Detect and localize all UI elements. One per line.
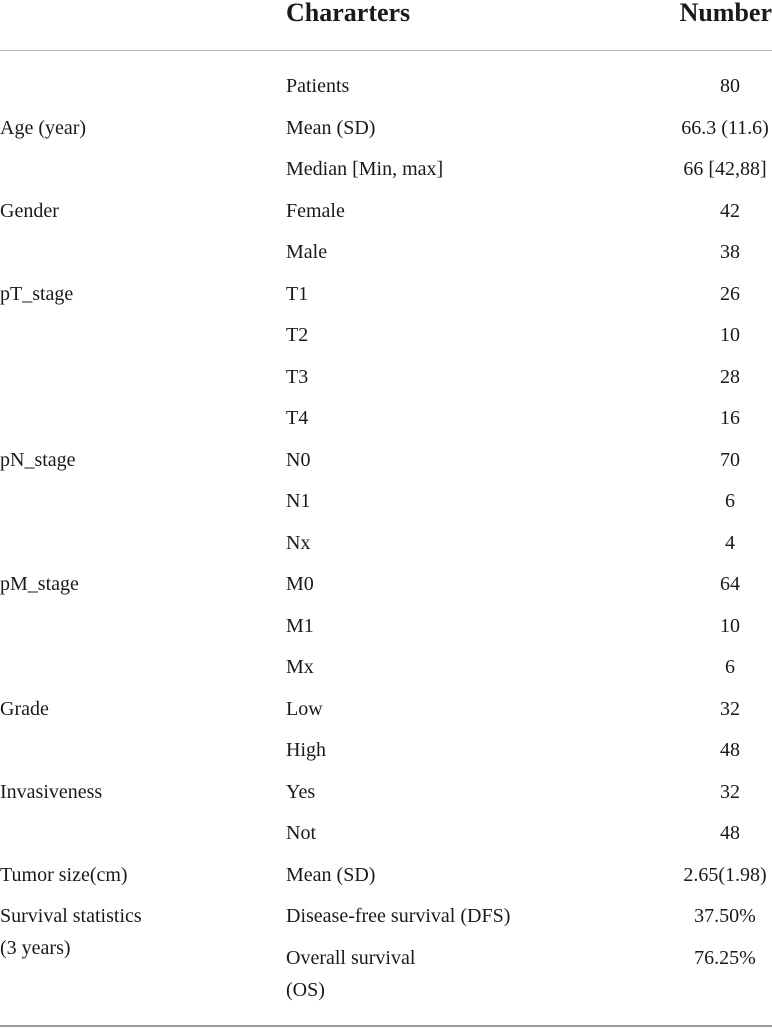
row-character: Mean (SD) xyxy=(286,117,376,139)
row-character: N0 xyxy=(286,449,311,471)
row-character: Patients xyxy=(286,75,350,97)
row-character: Low xyxy=(286,698,323,720)
row-variable: Invasiveness xyxy=(0,781,103,803)
row-variable: (3 years) xyxy=(0,937,71,959)
header-number: Number xyxy=(679,0,772,27)
bottom-rule xyxy=(0,1025,772,1027)
row-number: 4 xyxy=(725,532,735,554)
row-number: 70 xyxy=(720,449,740,471)
row-number: 64 xyxy=(720,573,740,595)
row-number: 48 xyxy=(720,822,740,844)
row-character: Median [Min, max] xyxy=(286,158,444,180)
row-character: Nx xyxy=(286,532,311,554)
table-header xyxy=(0,0,772,50)
row-character: Mean (SD) xyxy=(286,864,376,886)
row-number: 42 xyxy=(720,200,740,222)
row-number: 10 xyxy=(720,324,740,346)
header-rule xyxy=(0,50,772,51)
row-character: Mx xyxy=(286,656,314,678)
row-number: 26 xyxy=(720,283,740,305)
row-character: M1 xyxy=(286,615,314,637)
row-number: 48 xyxy=(720,739,740,761)
row-variable: Grade xyxy=(0,698,49,720)
row-character: T1 xyxy=(286,283,309,305)
row-number: 76.25% xyxy=(694,947,756,969)
row-variable: Survival statistics xyxy=(0,905,142,927)
row-character: Yes xyxy=(286,781,316,803)
row-number: 32 xyxy=(720,698,740,720)
row-character: T2 xyxy=(286,324,309,346)
row-number: 38 xyxy=(720,241,740,263)
row-character: High xyxy=(286,739,326,761)
header-characters: Chararters xyxy=(286,0,411,27)
row-character: (OS) xyxy=(286,979,325,1001)
row-variable: pT_stage xyxy=(0,283,74,305)
row-number: 32 xyxy=(720,781,740,803)
row-character: N1 xyxy=(286,490,311,512)
row-character: Male xyxy=(286,241,328,263)
row-variable: Age (year) xyxy=(0,117,87,139)
row-character: Overall survival xyxy=(286,947,416,969)
row-number: 37.50% xyxy=(694,905,756,927)
row-number: 16 xyxy=(720,407,740,429)
row-number: 2.65(1.98) xyxy=(683,864,767,886)
row-variable: Gender xyxy=(0,200,59,222)
row-character: Not xyxy=(286,822,316,844)
row-number: 66.3 (11.6) xyxy=(681,117,769,139)
row-variable: Tumor size(cm) xyxy=(0,864,128,886)
row-number: 10 xyxy=(720,615,740,637)
row-character: T3 xyxy=(286,366,309,388)
row-character: M0 xyxy=(286,573,314,595)
row-character: Female xyxy=(286,200,345,222)
row-number: 6 xyxy=(725,490,735,512)
row-number: 66 [42,88] xyxy=(683,158,767,180)
row-number: 28 xyxy=(720,366,740,388)
row-character: Disease-free survival (DFS) xyxy=(286,905,511,927)
row-number: 6 xyxy=(725,656,735,678)
row-character: T4 xyxy=(286,407,309,429)
row-variable: pN_stage xyxy=(0,449,76,471)
row-variable: pM_stage xyxy=(0,573,79,595)
row-number: 80 xyxy=(720,75,740,97)
